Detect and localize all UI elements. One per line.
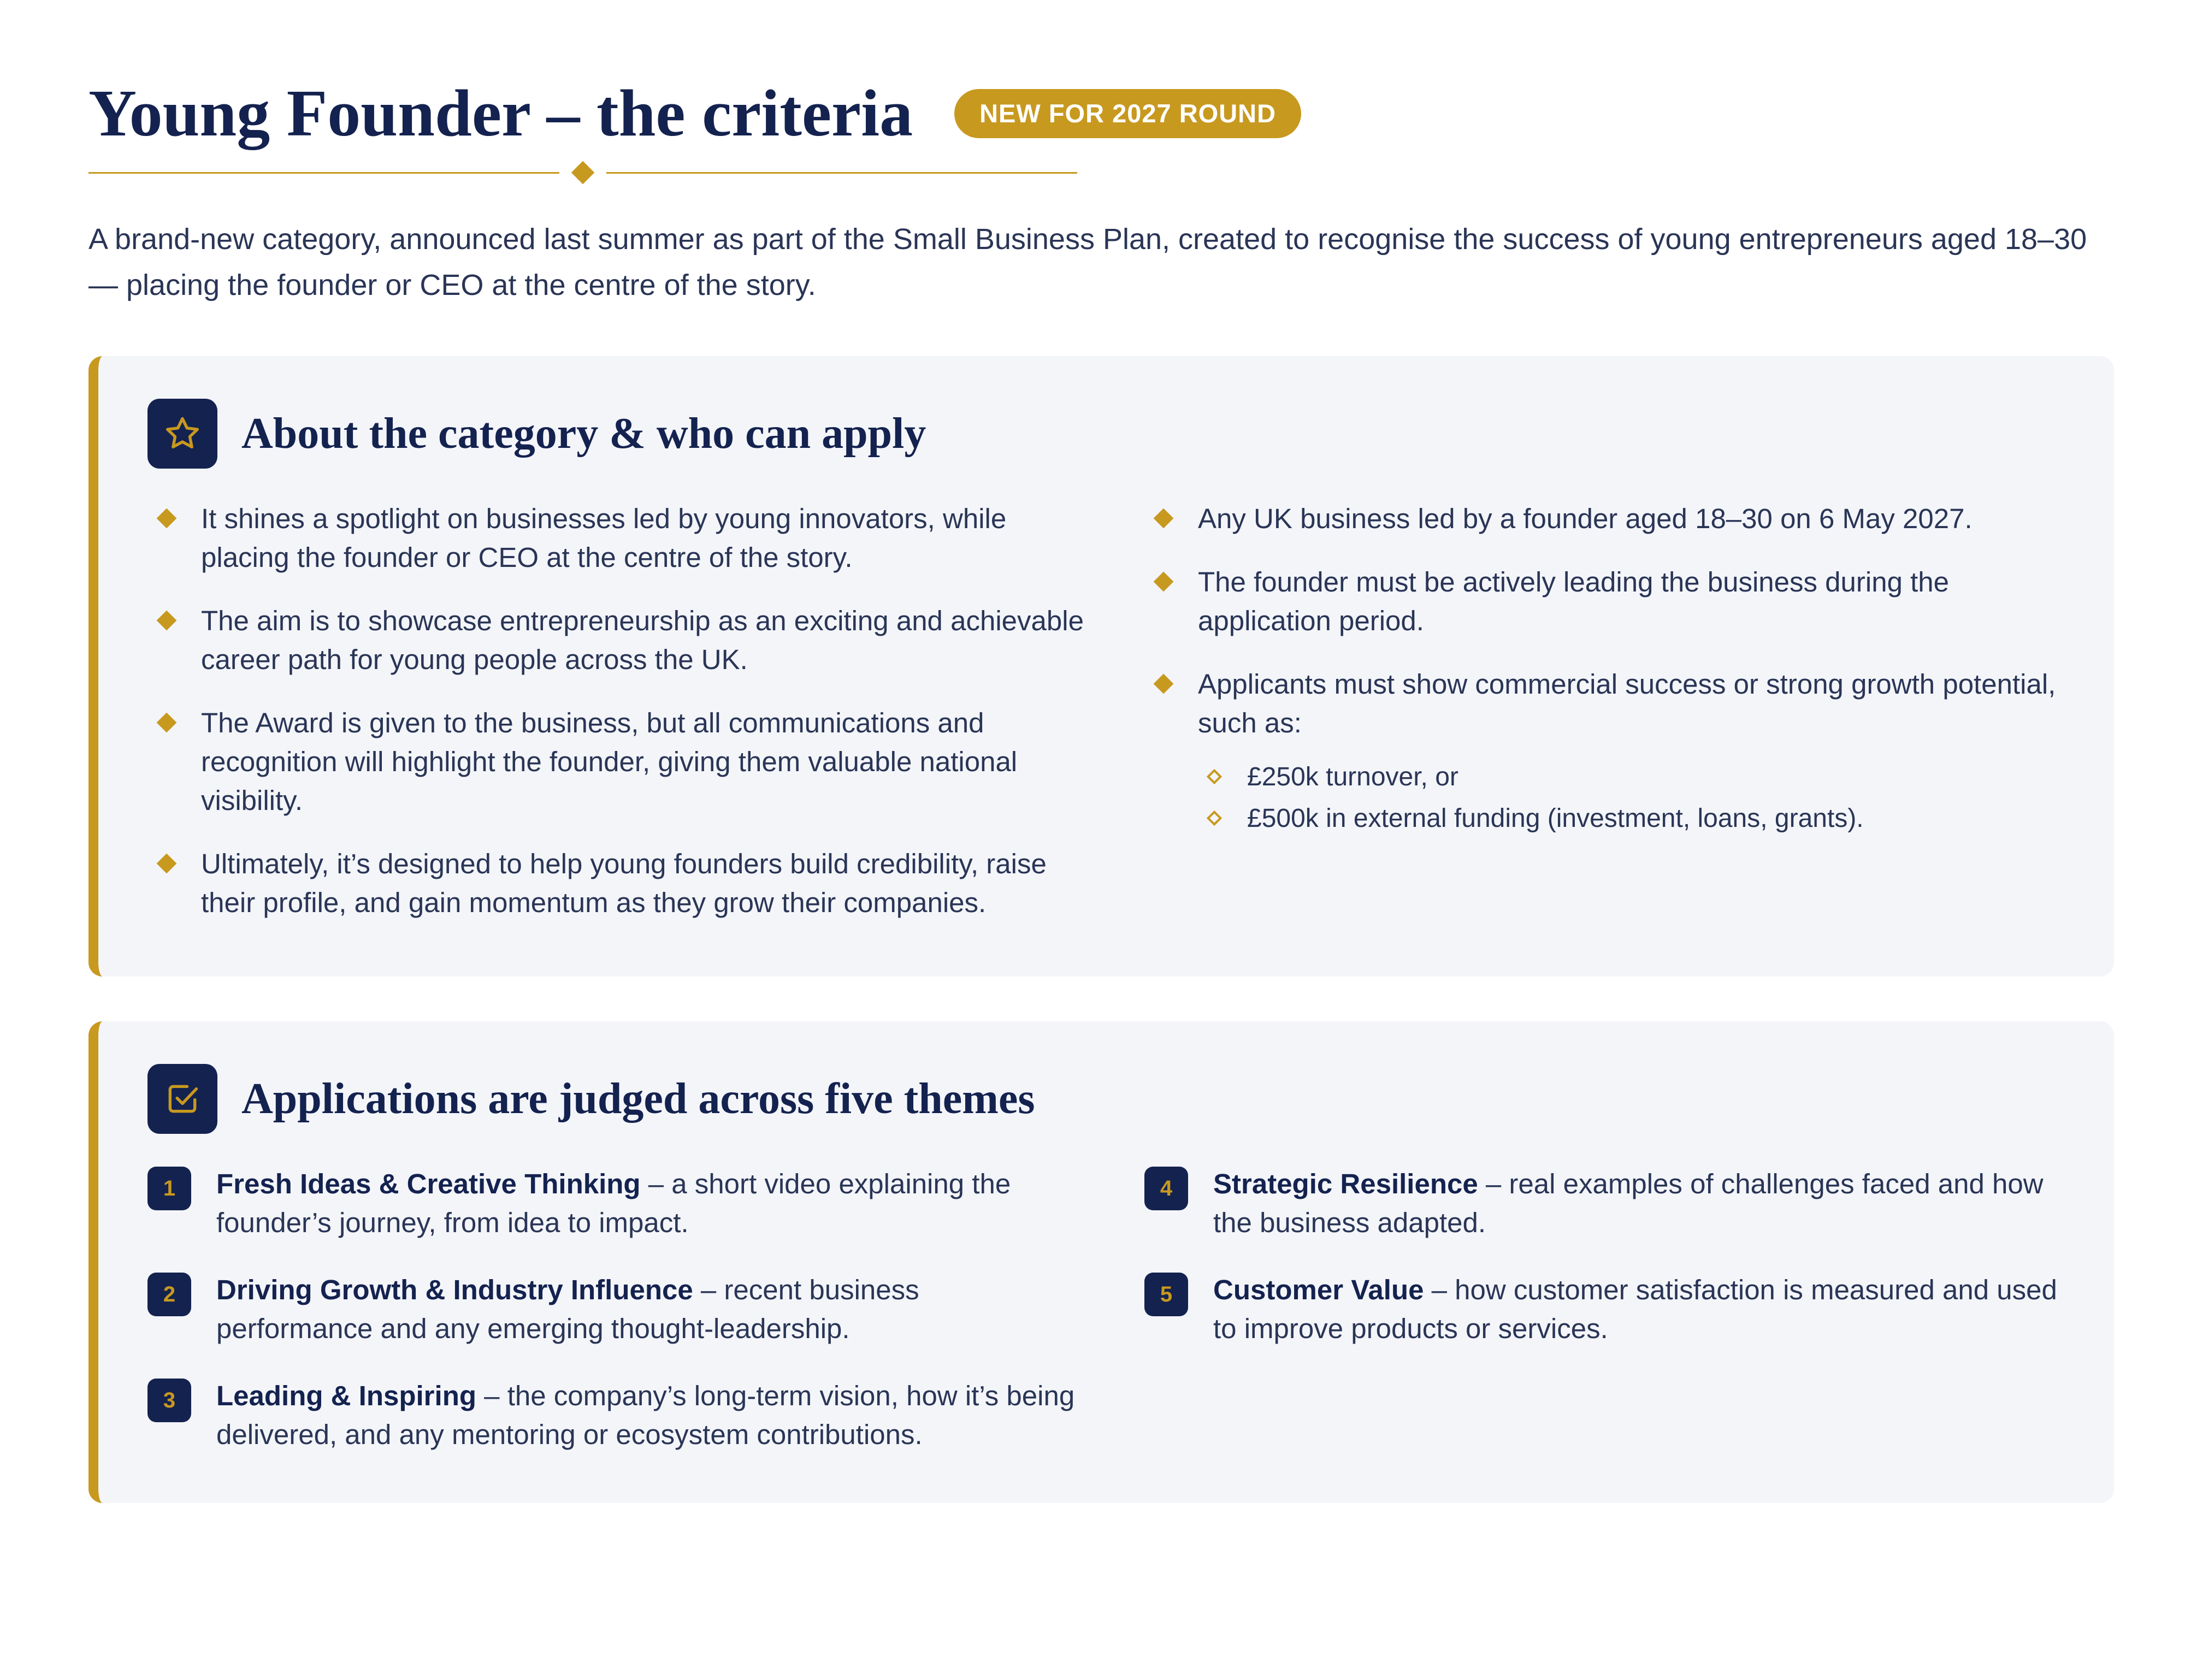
- theme-number-badge: 5: [1144, 1273, 1188, 1316]
- sub-list-item-text: £250k turnover, or: [1247, 762, 1458, 791]
- theme-description: – how customer satisfaction is measured and used to improve products or services.: [1213, 1274, 2057, 1344]
- title-row: [88, 76, 2097, 150]
- theme-number-badge: 4: [1144, 1167, 1188, 1210]
- theme-number-badge: 1: [147, 1167, 191, 1210]
- diamond-bullet-icon: [1154, 508, 1174, 529]
- hollow-diamond-bullet-icon: [1207, 811, 1222, 826]
- list-item: [153, 601, 1092, 679]
- theme-item: [147, 1376, 1076, 1454]
- divider-line-right: [606, 172, 1077, 174]
- list-item: [153, 703, 1092, 820]
- theme-item: [1144, 1270, 2062, 1348]
- diamond-bullet-icon: [157, 713, 177, 733]
- about-left-column: [153, 499, 1092, 947]
- diamond-bullet-icon: [1154, 572, 1174, 592]
- diamond-bullet-icon: [1154, 674, 1174, 694]
- list-item-text: Any UK business led by a founder aged 18–30 on 6 May 2027.: [1198, 503, 1973, 534]
- divider-line-left: [88, 172, 559, 174]
- about-right-column: [1150, 499, 2057, 850]
- list-item: [153, 499, 1092, 577]
- themes-right-column: [1144, 1164, 2062, 1376]
- list-item-text: Ultimately, it’s designed to help young founders build credibility, raise their profile, and gain momentum as they grow their companies.: [201, 848, 1047, 918]
- page-title: Young Founder – the criteria: [88, 76, 913, 150]
- about-category-card: [88, 356, 2114, 977]
- list-item: [1150, 665, 2057, 742]
- diamond-bullet-icon: [157, 854, 177, 874]
- list-item-text: Applicants must show commercial success or strong growth potential, such as:: [1198, 669, 2056, 738]
- themes-card-title: Applications are judged across five themes: [241, 1074, 1035, 1123]
- sub-list-item: [1150, 801, 2057, 837]
- themes-left-column: [147, 1164, 1076, 1482]
- about-card-header: [147, 399, 926, 469]
- theme-name: Driving Growth & Industry Influence: [216, 1274, 693, 1305]
- sub-list-item: [1150, 759, 2057, 795]
- theme-number-badge: 2: [147, 1273, 191, 1316]
- list-item-text: It shines a spotlight on businesses led by young innovators, while placing the founder or CEO at the centre of the story.: [201, 503, 1007, 573]
- about-card-title: About the category & who can apply: [241, 409, 926, 458]
- list-item-text: The founder must be actively leading the business during the application period.: [1198, 566, 1950, 636]
- theme-item: [147, 1270, 1076, 1348]
- list-item-text: The Award is given to the business, but all communications and recognition will highlight the founder, giving them valuable national visibility.: [201, 707, 1018, 816]
- star-icon: [147, 399, 217, 469]
- theme-description: – the company’s long-term vision, how it’s being delivered, and any mentoring or ecosystem contributions.: [216, 1380, 1075, 1450]
- theme-name: Strategic Resilience: [1213, 1168, 1478, 1199]
- ornamental-divider: [88, 162, 1077, 184]
- list-item: [1150, 499, 2057, 538]
- list-item: [1150, 563, 2057, 640]
- theme-item: [1144, 1164, 2062, 1242]
- theme-item: [147, 1164, 1076, 1242]
- theme-description: – a short video explaining the founder’s journey, from idea to impact.: [216, 1168, 1011, 1238]
- new-round-badge: NEW FOR 2027 ROUND: [954, 89, 1301, 138]
- diamond-bullet-icon: [157, 508, 177, 529]
- theme-name: Customer Value: [1213, 1274, 1424, 1305]
- divider-diamond-icon: [571, 161, 594, 184]
- theme-description: – recent business performance and any emerging thought-leadership.: [216, 1274, 919, 1344]
- theme-name: Leading & Inspiring: [216, 1380, 477, 1411]
- hollow-diamond-bullet-icon: [1207, 769, 1222, 784]
- diamond-bullet-icon: [157, 611, 177, 631]
- theme-description: – real examples of challenges faced and how the business adapted.: [1213, 1168, 2044, 1238]
- list-item: [153, 844, 1092, 922]
- themes-card-header: [147, 1064, 1035, 1134]
- theme-number-badge: 3: [147, 1379, 191, 1422]
- checkbox-icon: [147, 1064, 217, 1134]
- theme-name: Fresh Ideas & Creative Thinking: [216, 1168, 641, 1199]
- judging-themes-card: [88, 1021, 2114, 1503]
- sub-list-item-text: £500k in external funding (investment, loans, grants).: [1247, 804, 1864, 833]
- list-item-text: The aim is to showcase entrepreneurship as an exciting and achievable career path for young people across the UK.: [201, 605, 1084, 675]
- intro-paragraph: A brand-new category, announced last summer as part of the Small Business Plan, created to recognise the success of young entrepreneurs aged 18–30 — placing the founder or CEO at the centre of the story.: [88, 223, 2087, 301]
